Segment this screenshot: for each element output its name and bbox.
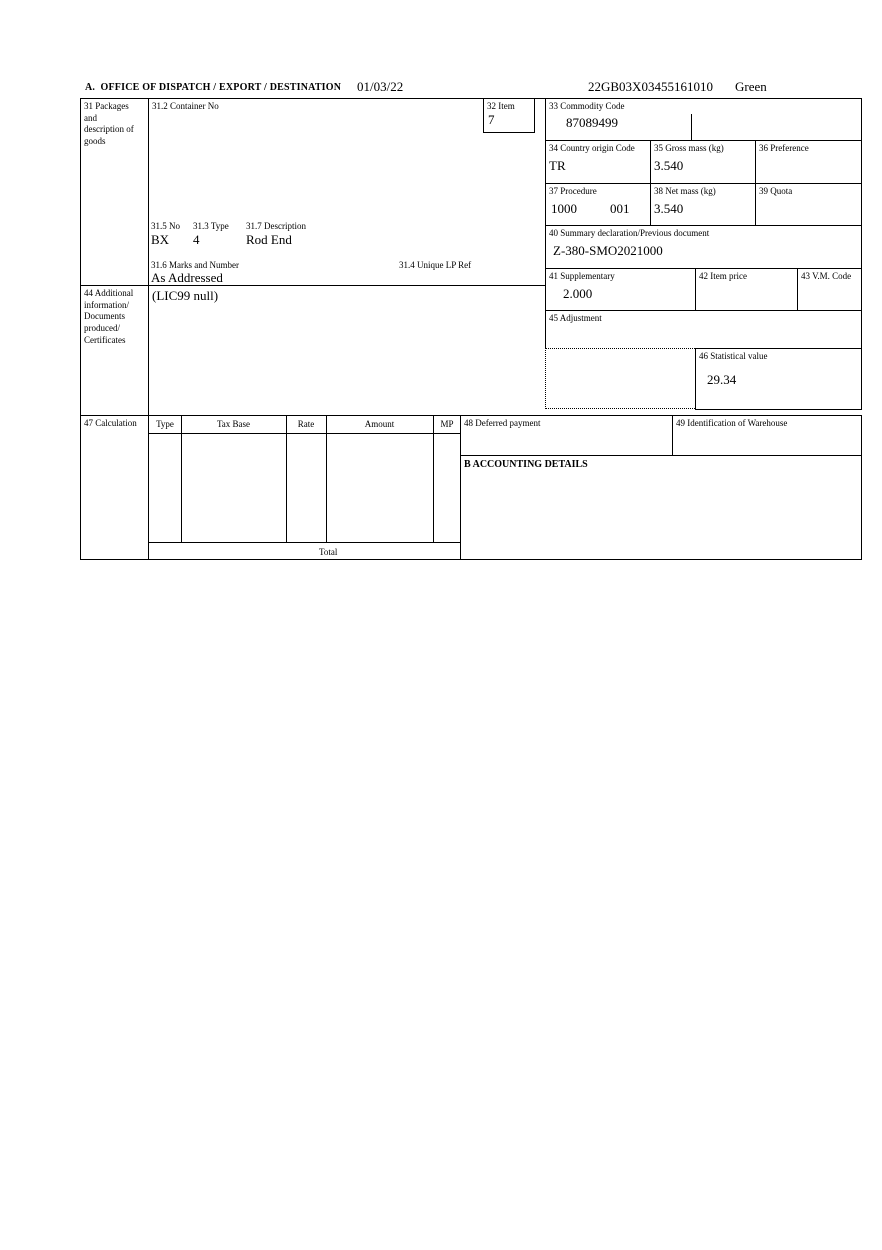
box-44-label-cell [80,285,148,415]
calc-col-tax-base: Tax Base [216,419,251,429]
box-45-adjustment [545,310,862,348]
gross-mass-value: 3.540 [654,158,684,173]
calculation-total-row [148,542,460,560]
box-48-deferred-payment [460,415,672,455]
procedure-value-1: 1000 [551,201,577,216]
statistical-value-value: 29.34 [707,372,737,387]
calc-divider-4 [433,416,434,543]
box-33-commodity-code [545,98,862,140]
box-47-label-cell [80,415,148,560]
calc-col-type: Type [156,419,174,429]
box-31-label: 31 Packages and description of goods [84,101,134,147]
box-41-supplementary [545,268,695,310]
container-no-label: 31.2 Container No [152,101,219,111]
accounting-details-label: B ACCOUNTING DETAILS [464,459,588,470]
unique-lp-ref-label: 31.4 Unique LP Ref [399,260,472,270]
country-origin-label: 34 Country origin Code [549,143,635,153]
net-mass-value: 3.540 [654,201,684,216]
marks-and-number-value: As Addressed [151,270,223,285]
box-32-item [483,98,535,133]
box-46-statistical-value [695,348,862,410]
calc-divider-1 [181,416,182,543]
box-31-label-cell [80,98,148,285]
declaration-reference: 22GB03X03455161010 [588,79,713,94]
supplementary-value: 2.000 [563,286,593,301]
adjustment-label: 45 Adjustment [549,313,602,323]
box-42-item-price [695,268,797,310]
packages-no-label: 31.5 No [151,221,180,231]
packages-type-value: 4 [193,232,200,247]
box-39-quota [755,183,862,225]
summary-declaration-value: Z-380-SMO2021000 [553,243,663,258]
box-49-warehouse [672,415,862,455]
calc-divider-2 [286,416,287,543]
commodity-code-label: 33 Commodity Code [549,101,625,111]
supplementary-label: 41 Supplementary [549,271,615,281]
vm-code-label: 43 V.M. Code [801,271,852,281]
box-34-country-origin [545,140,650,183]
item-label: 32 Item [487,101,515,111]
box-43-vm-code [797,268,862,310]
box-35-gross-mass [650,140,755,183]
marks-and-number-label: 31.6 Marks and Number [151,260,239,270]
box-44-label: 44 Additional information/ Documents produced/ Certificates [84,288,134,345]
office-of-dispatch-label: A. OFFICE OF DISPATCH / EXPORT / DESTINATION [85,82,342,93]
goods-description-label: 31.7 Description [246,221,306,231]
box-37-procedure [545,183,650,225]
procedure-value-2: 001 [610,201,630,216]
statistical-value-label: 46 Statistical value [699,351,768,361]
acceptance-date: 01/03/22 [357,79,404,94]
calc-col-rate: Rate [297,419,315,429]
calc-col-amount: Amount [364,419,395,429]
procedure-label: 37 Procedure [549,186,597,196]
warehouse-id-label: 49 Identification of Warehouse [676,418,788,428]
calculation-table [148,415,460,542]
deferred-payment-label: 48 Deferred payment [464,418,541,428]
country-origin-value: TR [549,158,566,173]
preference-label: 36 Preference [759,143,809,153]
calc-col-mp: MP [440,419,454,429]
packages-no-value: BX [151,232,170,247]
quota-label: 39 Quota [759,186,793,196]
routing-status: Green [735,79,767,94]
item-number-value: 7 [488,112,495,127]
calc-total-label: Total [319,547,338,557]
net-mass-label: 38 Net mass (kg) [654,186,716,196]
box-44-additional-info [148,285,545,415]
goods-description-value: Rod End [246,232,292,247]
box-36-preference [755,140,862,183]
calc-header-underline [149,433,461,434]
box-40-summary-declaration [545,225,862,268]
packages-type-label: 31.3 Type [193,221,229,231]
box-b-accounting-details [460,455,862,560]
box-45-dotted-region [545,348,695,409]
calc-divider-3 [326,416,327,543]
gross-mass-label: 35 Gross mass (kg) [654,143,724,153]
box-38-net-mass [650,183,755,225]
additional-info-value: (LIC99 null) [152,288,219,303]
item-price-label: 42 Item price [699,271,747,281]
commodity-code-divider [691,114,692,140]
box-47-label: 47 Calculation [84,418,137,428]
summary-declaration-label: 40 Summary declaration/Previous document [549,228,710,238]
commodity-code-value: 87089499 [566,115,618,130]
